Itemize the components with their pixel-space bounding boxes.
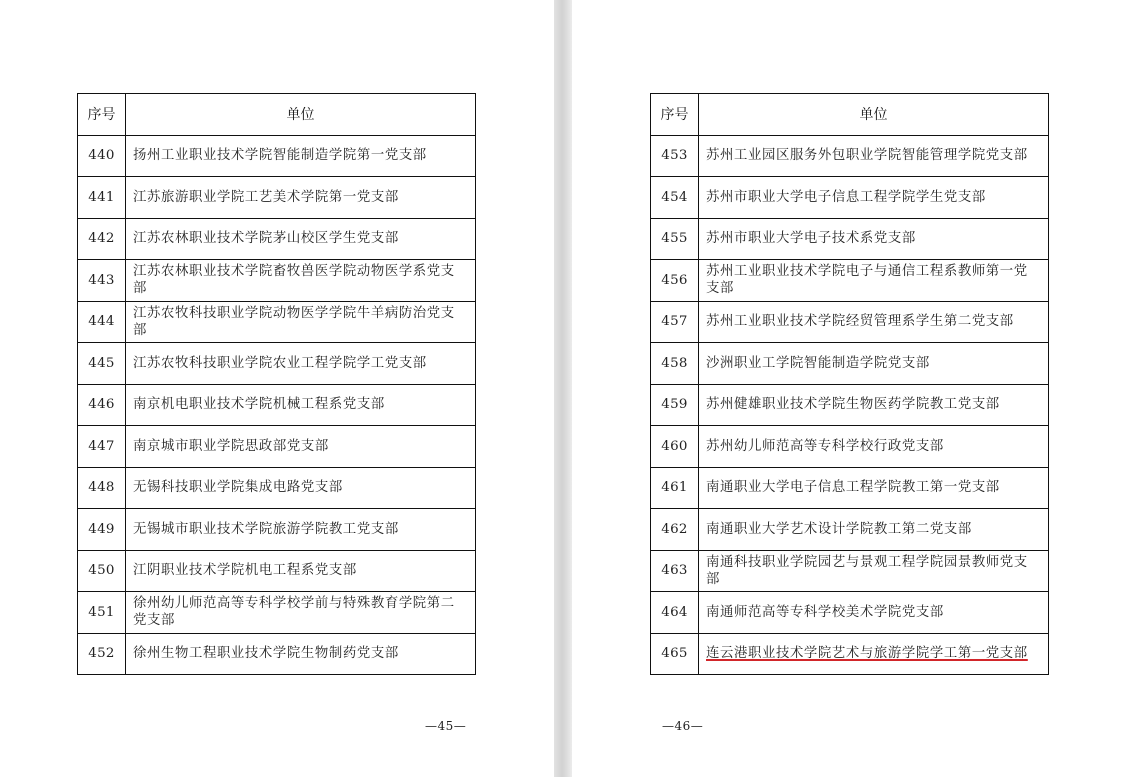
row-unit: 苏州市职业大学电子技术系党支部 [699, 218, 1049, 260]
column-header-no: 序号 [78, 94, 126, 136]
row-number: 446 [78, 384, 126, 426]
row-unit: 苏州工业园区服务外包职业学院智能管理学院党支部 [699, 135, 1049, 177]
table-row [651, 509, 1049, 551]
row-unit: 苏州幼儿师范高等专科学校行政党支部 [699, 426, 1049, 468]
table-row [78, 177, 476, 219]
column-header-unit: 单位 [699, 94, 1049, 136]
row-unit: 江阴职业技术学院机电工程系党支部 [126, 550, 476, 592]
column-header-unit: 单位 [126, 94, 476, 136]
table-row [651, 260, 1049, 302]
row-unit [699, 633, 1049, 675]
table-header-row [651, 94, 1049, 136]
page-number: —45— [425, 719, 467, 733]
row-unit: 南通职业大学电子信息工程学院教工第一党支部 [699, 467, 1049, 509]
table-header-row [78, 94, 476, 136]
row-number: 462 [651, 509, 699, 551]
table-row [651, 633, 1049, 675]
table-row [78, 343, 476, 385]
row-number: 443 [78, 260, 126, 302]
row-unit: 江苏农牧科技职业学院农业工程学院学工党支部 [126, 343, 476, 385]
row-number: 454 [651, 177, 699, 219]
row-number: 457 [651, 301, 699, 343]
row-unit: 无锡科技职业学院集成电路党支部 [126, 467, 476, 509]
row-unit: 沙洲职业工学院智能制造学院党支部 [699, 343, 1049, 385]
row-unit: 徐州幼儿师范高等专科学校学前与特殊教育学院第二党支部 [126, 592, 476, 634]
row-number: 449 [78, 509, 126, 551]
row-number: 447 [78, 426, 126, 468]
row-number: 452 [78, 633, 126, 675]
unit-table-left [77, 93, 476, 675]
left-page [0, 0, 554, 777]
row-number: 465 [651, 633, 699, 675]
table-row [651, 384, 1049, 426]
row-unit: 苏州市职业大学电子信息工程学院学生党支部 [699, 177, 1049, 219]
table-row [78, 633, 476, 675]
row-number: 455 [651, 218, 699, 260]
highlighted-unit-text: 连云港职业技术学院艺术与旅游学院学工第一党支部 [706, 646, 1028, 662]
unit-table-right [650, 93, 1049, 675]
table-row [651, 343, 1049, 385]
row-number: 458 [651, 343, 699, 385]
row-unit: 江苏农林职业技术学院茅山校区学生党支部 [126, 218, 476, 260]
row-unit: 江苏农牧科技职业学院动物医学学院牛羊病防治党支部 [126, 301, 476, 343]
row-unit: 江苏旅游职业学院工艺美术学院第一党支部 [126, 177, 476, 219]
row-unit: 扬州工业职业技术学院智能制造学院第一党支部 [126, 135, 476, 177]
table-row [78, 384, 476, 426]
row-number: 463 [651, 550, 699, 592]
table-row [651, 135, 1049, 177]
row-unit: 南京城市职业学院思政部党支部 [126, 426, 476, 468]
row-unit: 南京机电职业技术学院机械工程系党支部 [126, 384, 476, 426]
row-number: 460 [651, 426, 699, 468]
row-number: 451 [78, 592, 126, 634]
table-row [78, 426, 476, 468]
row-unit: 南通师范高等专科学校美术学院党支部 [699, 592, 1049, 634]
row-number: 456 [651, 260, 699, 302]
row-unit: 南通职业大学艺术设计学院教工第二党支部 [699, 509, 1049, 551]
table-row [78, 467, 476, 509]
right-page [572, 0, 1127, 777]
row-number: 461 [651, 467, 699, 509]
table-row [651, 467, 1049, 509]
row-unit: 江苏农林职业技术学院畜牧兽医学院动物医学系党支部 [126, 260, 476, 302]
row-number: 453 [651, 135, 699, 177]
page-number: —46— [662, 719, 704, 733]
table-row [78, 592, 476, 634]
row-number: 441 [78, 177, 126, 219]
row-number: 444 [78, 301, 126, 343]
table-row [651, 218, 1049, 260]
table-row [651, 177, 1049, 219]
page-gutter [554, 0, 572, 777]
table-row [651, 426, 1049, 468]
row-number: 459 [651, 384, 699, 426]
table-row [651, 301, 1049, 343]
row-unit: 苏州工业职业技术学院经贸管理系学生第二党支部 [699, 301, 1049, 343]
table-row [78, 301, 476, 343]
table-row [651, 592, 1049, 634]
row-number: 445 [78, 343, 126, 385]
row-unit: 徐州生物工程职业技术学院生物制药党支部 [126, 633, 476, 675]
table-row [78, 509, 476, 551]
row-number: 450 [78, 550, 126, 592]
row-number: 448 [78, 467, 126, 509]
row-unit: 苏州健雄职业技术学院生物医药学院教工党支部 [699, 384, 1049, 426]
table-row [651, 550, 1049, 592]
column-header-no: 序号 [651, 94, 699, 136]
table-row [78, 135, 476, 177]
row-number: 464 [651, 592, 699, 634]
row-unit: 无锡城市职业技术学院旅游学院教工党支部 [126, 509, 476, 551]
row-unit: 苏州工业职业技术学院电子与通信工程系教师第一党支部 [699, 260, 1049, 302]
table-row [78, 218, 476, 260]
table-row [78, 260, 476, 302]
row-unit: 南通科技职业学院园艺与景观工程学院园景教师党支部 [699, 550, 1049, 592]
row-number: 440 [78, 135, 126, 177]
row-number: 442 [78, 218, 126, 260]
table-row [78, 550, 476, 592]
